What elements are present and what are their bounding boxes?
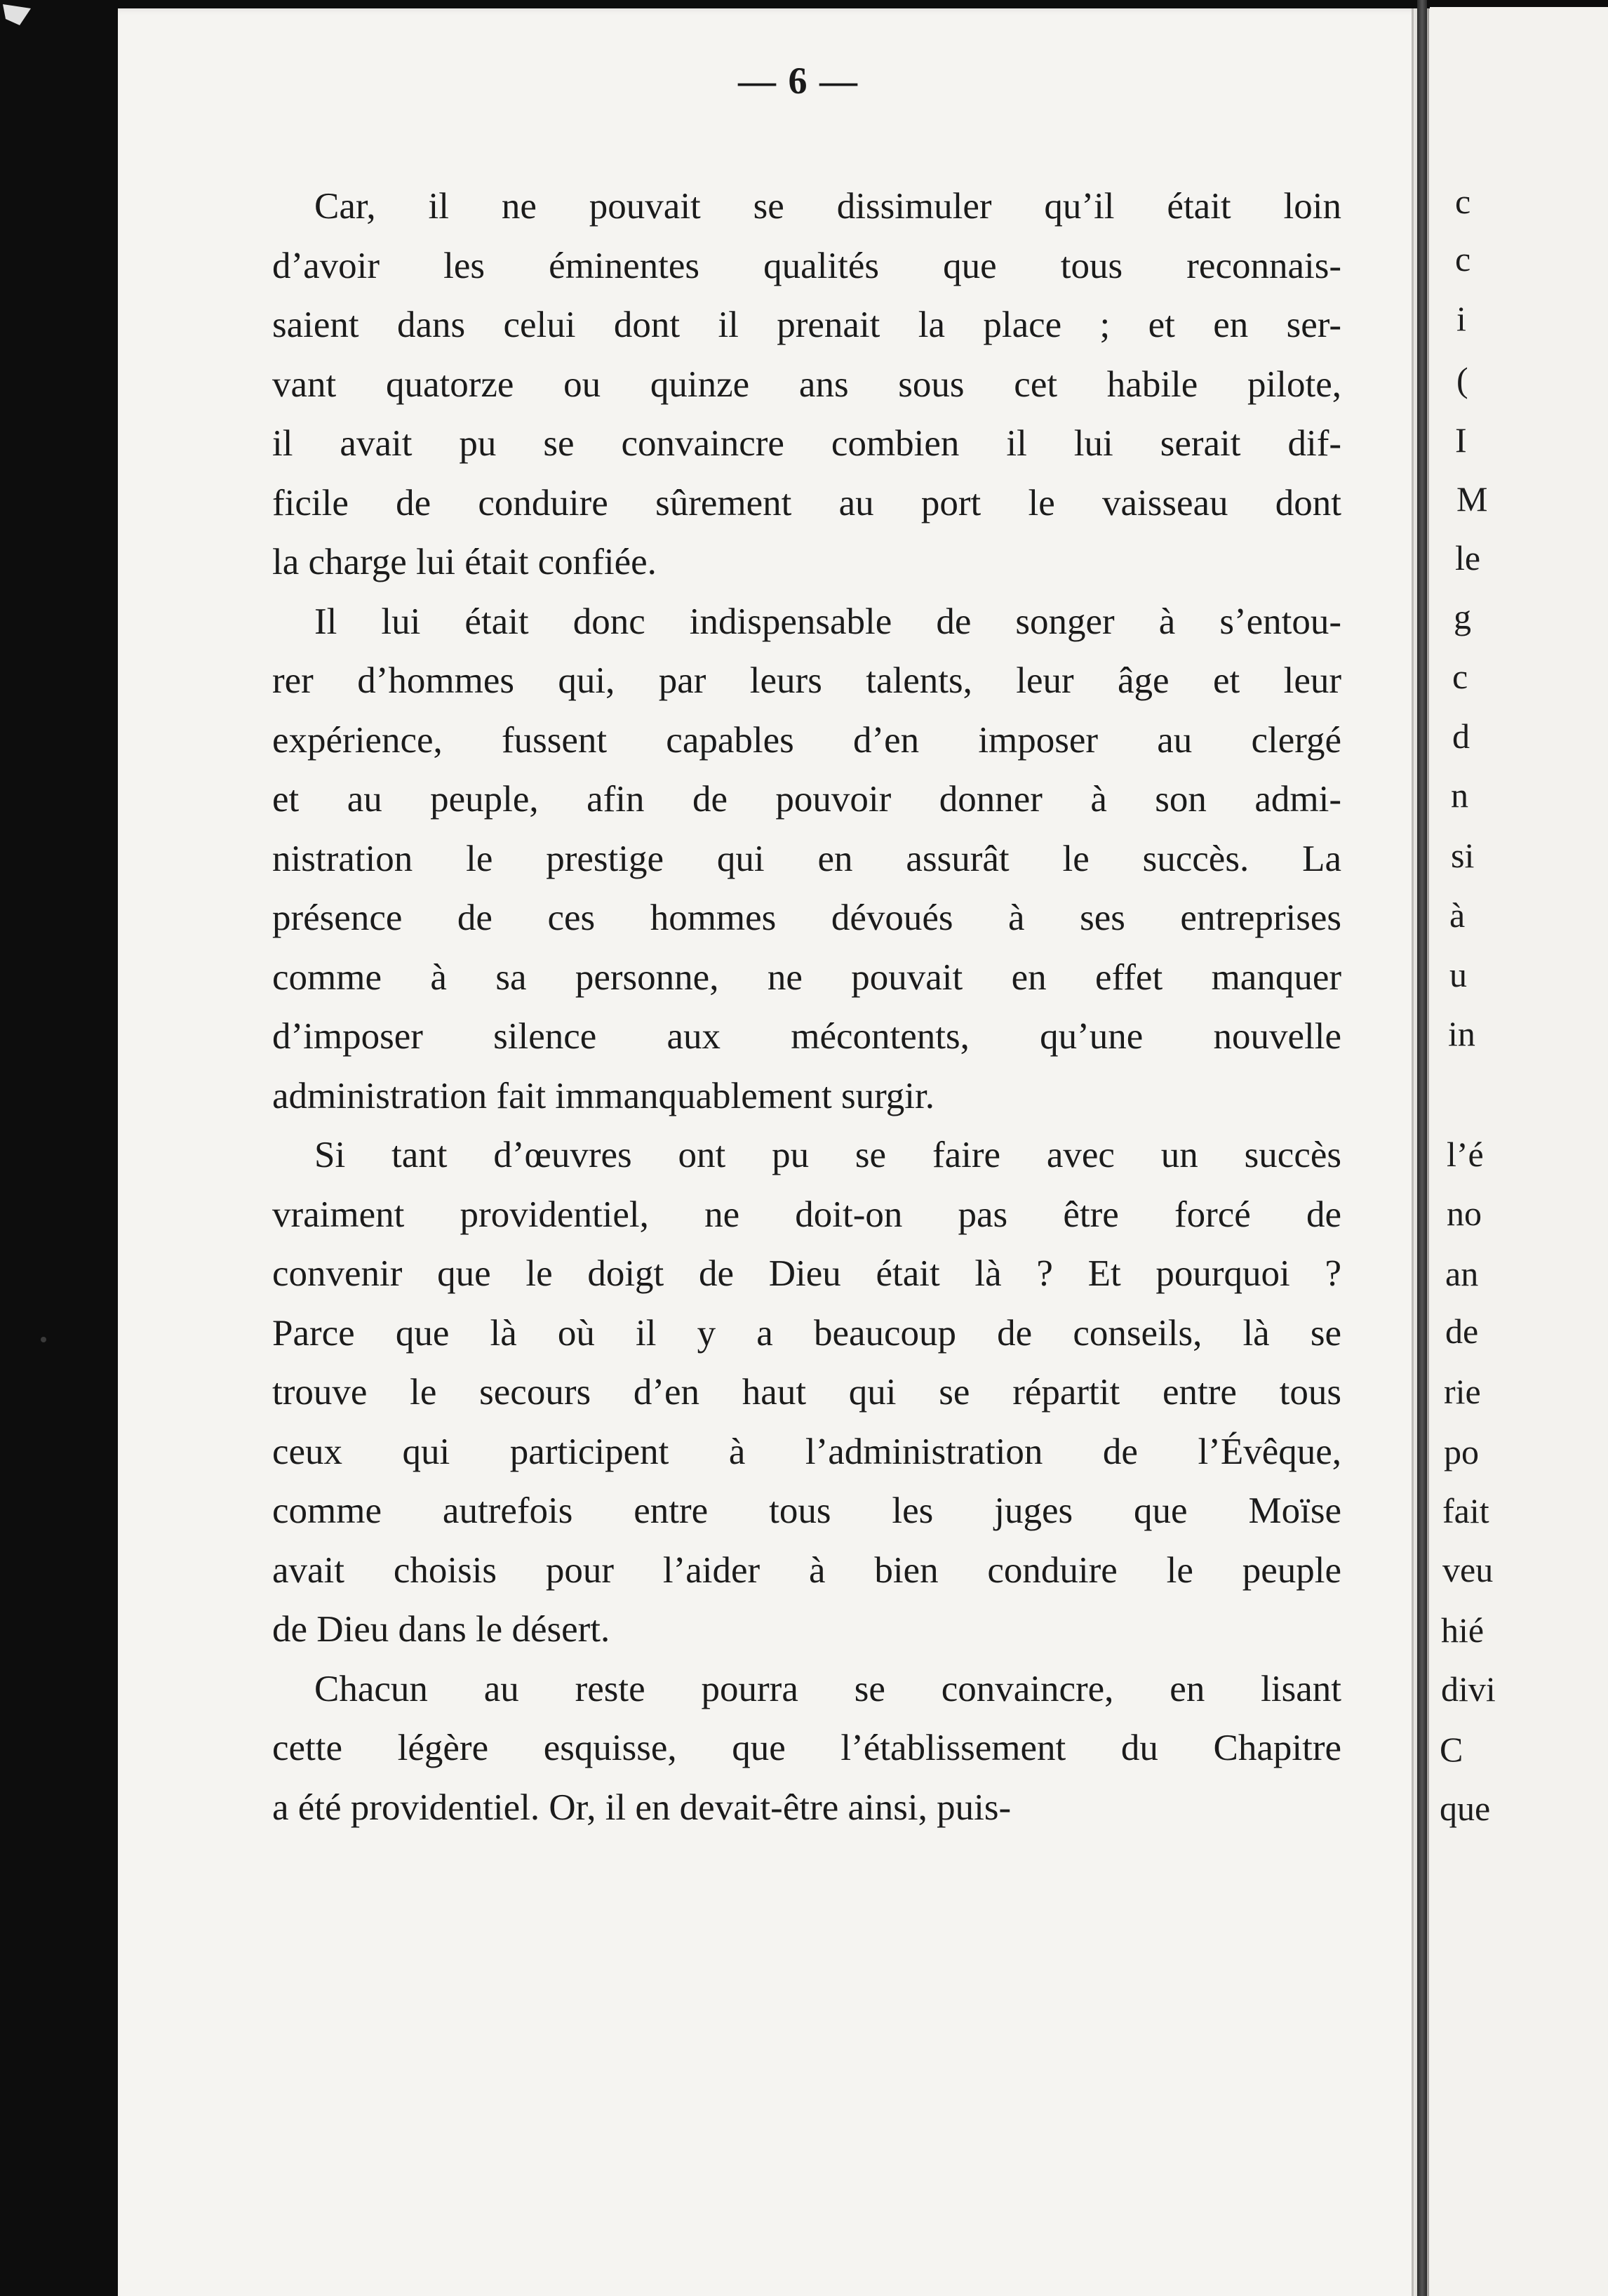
right-page-fragment: d: [1452, 716, 1470, 756]
text-line: rer d’hommes qui, par leurs talents, leur âge et leur: [272, 660, 1341, 701]
right-page-fragment: M: [1456, 479, 1488, 519]
right-page-fragment: c: [1455, 182, 1471, 221]
right-page-fragment: veu: [1442, 1550, 1494, 1589]
text-line: d’avoir les éminentes qualités que tous reconnais-: [272, 245, 1341, 286]
text-line: la charge lui était confiée.: [272, 542, 657, 582]
text-line: Parce que là où il y a beaucoup de conseils, là se: [272, 1312, 1341, 1354]
text-line: comme à sa personne, ne pouvait en effet manquer: [272, 956, 1341, 998]
right-page-fragment: divi: [1441, 1669, 1496, 1709]
right-page-fragment: l’é: [1447, 1135, 1484, 1174]
text-line: avait choisis pour l’aider à bien conduire le peuple: [272, 1549, 1341, 1591]
paragraph: [219, 1126, 1341, 1660]
right-page-fragment: g: [1454, 597, 1471, 636]
right-page-fragment: C: [1440, 1730, 1463, 1769]
right-page-fragment: si: [1451, 836, 1475, 875]
right-page-fragment: de: [1445, 1311, 1479, 1351]
text-line: cette légère esquisse, que l’établissement du Chapitre: [272, 1728, 1341, 1768]
scan-speck: [41, 1337, 46, 1342]
text-line: Car, il ne pouvait se dissimuler qu’il était loin: [314, 186, 1341, 227]
text-line: trouve le secours d’en haut qui se répartit entre tous: [272, 1372, 1341, 1413]
right-page-fragment: le: [1455, 538, 1481, 578]
text-line: et au peuple, afin de pouvoir donner à son admi-: [272, 779, 1341, 820]
text-line: Si tant d’œuvres ont pu se faire avec un succès: [314, 1135, 1341, 1175]
text-line: il avait pu se convaincre combien il lui serait dif-: [272, 423, 1341, 464]
right-page-fragment: fait: [1442, 1491, 1489, 1530]
text-line: ceux qui participent à l’administration de l’Évêque,: [272, 1431, 1341, 1472]
right-page-fragment: (: [1456, 360, 1468, 399]
right-page-fragment: c: [1455, 239, 1471, 279]
right-page-fragment: an: [1445, 1254, 1479, 1293]
book-spine: [1417, 0, 1427, 2296]
right-page-fragment: rie: [1444, 1372, 1481, 1411]
text-line: d’imposer silence aux mécontents, qu’une nouvelle: [272, 1016, 1341, 1057]
right-page-fragment: in: [1448, 1014, 1475, 1053]
text-line: a été providentiel. Or, il en devait-être ainsi, puis-: [272, 1787, 1012, 1828]
text-line: de Dieu dans le désert.: [272, 1609, 610, 1650]
right-page-fragment: n: [1451, 775, 1468, 815]
text-line: vant quatorze ou quinze ans sous cet habile pilote,: [272, 363, 1341, 405]
text-line: Il lui était donc indispensable de songer à s’entou-: [314, 601, 1341, 642]
scan-corner-artifact: [3, 4, 31, 25]
text-line: expérience, fussent capables d’en imposer au clergé: [272, 719, 1341, 761]
text-line: comme autrefois entre tous les juges que Moïse: [272, 1490, 1341, 1531]
text-line: présence de ces hommes dévoués à ses entreprises: [272, 897, 1341, 938]
paragraph: [219, 1660, 1341, 1838]
paragraph: [219, 177, 1341, 592]
text-line: Chacun au reste pourra se convaincre, en lisant: [314, 1668, 1341, 1709]
right-page-text-fragments: [1440, 0, 1608, 2296]
page-number: — 6 —: [738, 60, 859, 102]
body-text: [219, 177, 1341, 1837]
right-page-fragment: po: [1444, 1432, 1479, 1471]
text-line: convenir que le doigt de Dieu était là ? Et pourquoi ?: [272, 1253, 1341, 1294]
paragraph: [219, 592, 1341, 1126]
right-page-fragment: i: [1456, 299, 1466, 338]
text-line: administration fait immanquablement surgir.: [272, 1075, 935, 1116]
right-page-fragment: hié: [1441, 1610, 1485, 1650]
text-line: nistration le prestige qui en assurât le succès. La: [272, 838, 1341, 879]
right-page-fragment: que: [1440, 1789, 1491, 1828]
right-page-fragment: à: [1449, 895, 1466, 935]
right-page-fragment: c: [1452, 657, 1468, 696]
right-page-fragment: u: [1449, 955, 1467, 994]
text-line: saient dans celui dont il prenait la place ; et en ser-: [272, 305, 1341, 345]
right-page-fragment: I: [1455, 420, 1467, 460]
right-page-fragment: no: [1447, 1194, 1482, 1233]
text-line: ficile de conduire sûrement au port le vaisseau dont: [272, 482, 1341, 523]
text-line: vraiment providentiel, ne doit-on pas être forcé de: [272, 1194, 1341, 1235]
